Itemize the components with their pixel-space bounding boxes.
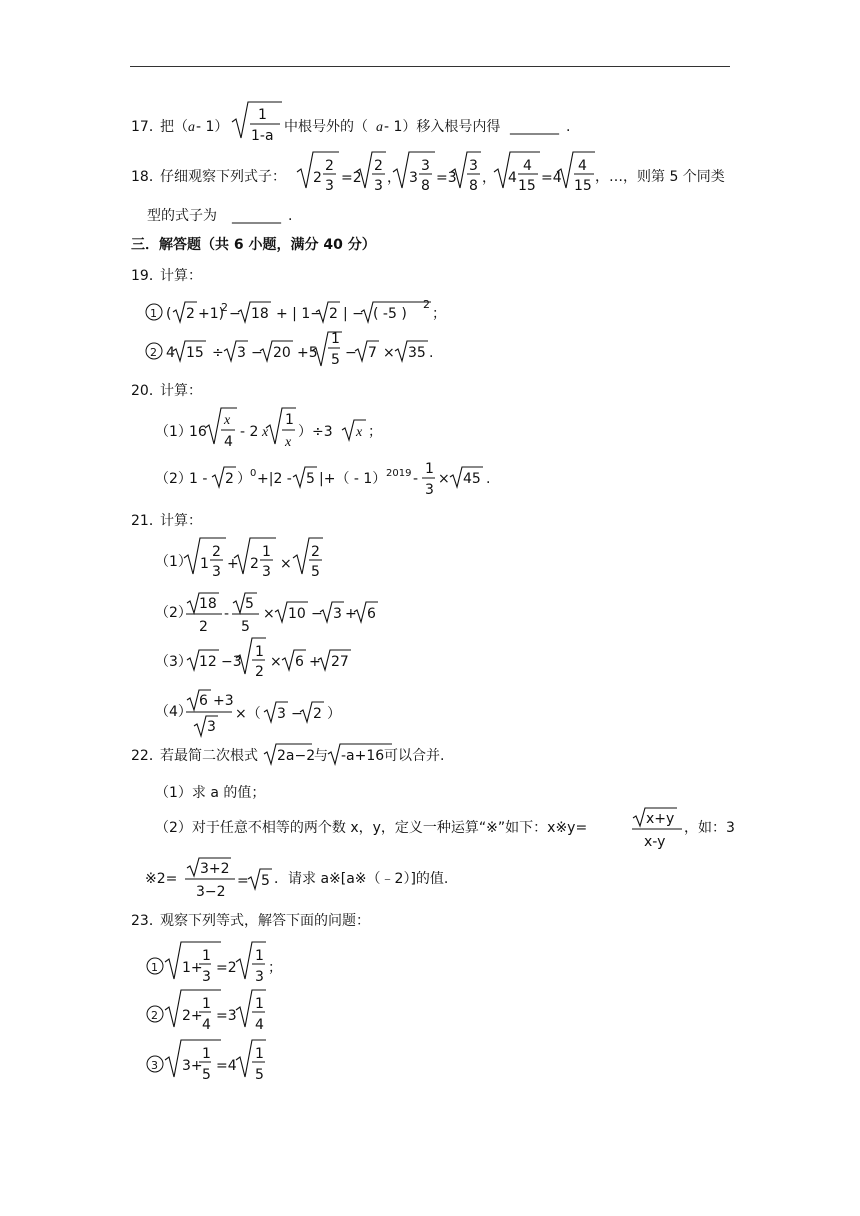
q19-2-frac-den: 5 bbox=[331, 352, 340, 368]
q20-1-minus: - 2 bbox=[240, 424, 259, 440]
q21-4-rad-3-arg: 3 bbox=[207, 719, 216, 735]
q19 bbox=[131, 267, 446, 368]
q18-d-4: 8 bbox=[469, 178, 478, 194]
q20-p1: （1） bbox=[155, 424, 192, 440]
q23-3-n2: 1 bbox=[255, 1046, 264, 1062]
q22-number: 22． bbox=[131, 748, 163, 764]
q18-end: . bbox=[288, 208, 293, 224]
q19-2-minus-2: − bbox=[345, 345, 357, 361]
q18-d-1: 3 bbox=[325, 178, 334, 194]
q17-num-1: 1 bbox=[258, 107, 267, 123]
q23-1-n1: 1 bbox=[202, 948, 211, 964]
q22-text-b: 与 bbox=[314, 748, 328, 764]
q20-p2: （2） bbox=[155, 471, 192, 487]
q17-text-c: 中根号外的（ bbox=[284, 119, 368, 135]
q21-label: 计算： bbox=[160, 513, 202, 529]
q18-line bbox=[131, 152, 725, 224]
q19-2-times: × bbox=[383, 345, 395, 361]
q18-eq-2: =3 bbox=[436, 170, 457, 186]
q21-2-rad-5-arg: 5 bbox=[245, 596, 254, 612]
q21-1-times: × bbox=[280, 556, 292, 572]
q20-2-exp2019: 2019 bbox=[386, 468, 412, 479]
q20-2-d3: 3 bbox=[425, 482, 434, 498]
q18-comma-1: ， bbox=[387, 170, 401, 186]
q21-2-rad-10-arg: 10 bbox=[288, 606, 306, 622]
q21-2-d5: 5 bbox=[241, 619, 250, 635]
q22-ex-rad5-arg: 5 bbox=[261, 873, 270, 889]
q21-3-rad-27-arg: 27 bbox=[331, 654, 349, 670]
q19-2-rad-15-arg: 15 bbox=[186, 345, 204, 361]
q23-3-eq: =4 bbox=[216, 1058, 237, 1074]
q20-number: 20． bbox=[131, 383, 163, 399]
q22-rad-1-arg: 2a−2 bbox=[277, 748, 316, 764]
q18-text-c: 型的式子为 bbox=[147, 208, 217, 224]
q19-1-sq: 2 bbox=[221, 301, 228, 314]
q18-blank[interactable]: _______ bbox=[232, 208, 281, 224]
q19-2-rad-20-arg: 20 bbox=[273, 345, 291, 361]
q22-p3a: ※2= bbox=[145, 871, 178, 887]
q17-den: 1-a bbox=[251, 128, 274, 144]
q21-2-rad-3-arg: 3 bbox=[333, 606, 342, 622]
q19-1-sq2: 2 bbox=[423, 298, 430, 311]
q19-2-plus-5: +5 bbox=[297, 345, 318, 361]
q20-2-rad-5-arg: 5 bbox=[306, 471, 315, 487]
q20 bbox=[131, 382, 490, 498]
q21-p3: （3） bbox=[155, 654, 192, 670]
q23-circle-2-label: 2 bbox=[151, 1009, 158, 1022]
q21-1-d1: 3 bbox=[212, 564, 221, 580]
q21-3-plus: + bbox=[309, 654, 321, 670]
q19-1-abs-close: | − bbox=[343, 306, 364, 322]
q19-1-minus: − bbox=[229, 306, 241, 322]
q23-2-n2: 1 bbox=[255, 996, 264, 1012]
q23-1-n2: 1 bbox=[255, 948, 264, 964]
q20-2-minus: - bbox=[413, 471, 419, 487]
q21-p2: （2） bbox=[155, 605, 192, 621]
q18-whole-5: 4 bbox=[508, 170, 517, 186]
section3-title: 三．解答题（共 6 小题，满分 40 分） bbox=[131, 237, 376, 253]
q18-d-5: 15 bbox=[518, 178, 536, 194]
q18-d-2: 3 bbox=[374, 178, 383, 194]
q19-2-frac-num: 1 bbox=[331, 331, 340, 347]
q18-eq-1: =2 bbox=[341, 170, 362, 186]
q20-1-semicolon: ； bbox=[368, 424, 382, 440]
q19-1-semicolon: ； bbox=[432, 306, 446, 322]
q20-2-end: . bbox=[486, 471, 491, 487]
q19-circle-1-label: 1 bbox=[150, 307, 157, 320]
q21-1-n3: 2 bbox=[311, 544, 320, 560]
q18-text-a: 仔细观察下列式子： bbox=[160, 169, 286, 185]
q21-3-d2: 2 bbox=[255, 664, 264, 680]
q23-1-d2: 3 bbox=[255, 969, 264, 985]
q20-2-times: × bbox=[438, 471, 450, 487]
q23-2-2plus: 2+ bbox=[182, 1008, 203, 1024]
q20-2-rad-2-arg: 2 bbox=[225, 471, 234, 487]
q19-2-div: ÷ bbox=[212, 345, 224, 361]
q20-label: 计算： bbox=[160, 383, 202, 399]
q23-circle-1-label: 1 bbox=[151, 961, 158, 974]
q22-p1: （1）求 a 的值； bbox=[155, 785, 266, 801]
q19-2-minus-1: − bbox=[251, 345, 263, 361]
q18-number: 18． bbox=[131, 169, 163, 185]
q18-comma-2: ， bbox=[482, 170, 496, 186]
q17-end: . bbox=[566, 119, 571, 135]
q19-2-rad-3-arg: 3 bbox=[237, 345, 246, 361]
q21-2-rad-6-arg: 6 bbox=[367, 606, 376, 622]
q19-1-abs: + | 1− bbox=[276, 306, 322, 322]
q20-1-rad-x bbox=[342, 420, 366, 440]
q22-text-a: 若最简二次根式 bbox=[160, 748, 258, 764]
q21-1-n1: 2 bbox=[212, 544, 221, 560]
q22-p3b: ．请求 a※[a※（﹣2）]的值. bbox=[274, 871, 449, 887]
q20-1-x: x bbox=[224, 413, 231, 428]
q19-2-rad-35-arg: 35 bbox=[408, 345, 426, 361]
q21-3-times: × bbox=[270, 654, 282, 670]
q20-2-n1: 1 bbox=[425, 461, 434, 477]
q23-2-d2: 4 bbox=[255, 1017, 264, 1033]
q19-1-rad-sq-arg: ( -5 ) bbox=[373, 306, 407, 322]
q18-n-5: 4 bbox=[523, 158, 532, 174]
q23 bbox=[131, 913, 370, 1083]
q21-2-rad-18-arg: 18 bbox=[199, 596, 217, 612]
q21-1-d2: 3 bbox=[262, 564, 271, 580]
q19-1-paren-open: ( bbox=[166, 306, 172, 322]
q18-n-2: 2 bbox=[374, 158, 383, 174]
q19-1-plus-1: +1) bbox=[198, 306, 225, 322]
q20-1-x2: x bbox=[262, 425, 269, 440]
q21-2-minus-2: − bbox=[311, 606, 323, 622]
q23-label: 观察下列等式，解答下面的问题： bbox=[160, 913, 370, 929]
q21-4-minus: − bbox=[291, 706, 303, 722]
q20-1-rad-x-arg: x bbox=[356, 425, 363, 440]
q21-1-w2: 2 bbox=[250, 556, 259, 572]
q23-2-d1: 4 bbox=[202, 1017, 211, 1033]
q22-p2a: （2）对于任意不相等的两个数 x，y，定义一种运算“※”如下：x※y= bbox=[155, 820, 588, 836]
q18-n-4: 3 bbox=[469, 158, 478, 174]
q23-2-eq: =3 bbox=[216, 1008, 237, 1024]
q19-number: 19． bbox=[131, 268, 163, 284]
q17-text-b: - 1） bbox=[196, 119, 229, 135]
q21-3-rad-12-arg: 12 bbox=[199, 654, 217, 670]
q22-ex-eq: = bbox=[237, 873, 249, 889]
q21-number: 21． bbox=[131, 513, 163, 529]
q20-1-den-x: x bbox=[285, 435, 292, 450]
q23-1-d1: 3 bbox=[202, 969, 211, 985]
q21-1-n2: 1 bbox=[262, 544, 271, 560]
q23-circle-3-label: 3 bbox=[151, 1059, 158, 1072]
q23-number: 23． bbox=[131, 913, 163, 929]
q21-4-rad-2-arg: 2 bbox=[313, 706, 322, 722]
q20-2-rp: ） bbox=[237, 471, 251, 487]
q20-2-abs: +|2 - bbox=[257, 471, 292, 487]
q21-4-times: ×（ bbox=[235, 706, 261, 722]
q18-eq-3: =4 bbox=[541, 170, 562, 186]
q17-text-d: - 1）移入根号内得 bbox=[384, 119, 501, 135]
q21-3-n1: 1 bbox=[255, 644, 264, 660]
q20-1-16: 16 bbox=[189, 424, 207, 440]
q17-text-a: 把（ bbox=[160, 119, 188, 135]
q17-number: 17． bbox=[131, 119, 163, 135]
q23-1-1plus: 1+ bbox=[182, 960, 203, 976]
q21-3-rad-6-arg: 6 bbox=[295, 654, 304, 670]
q23-3-n1: 1 bbox=[202, 1046, 211, 1062]
q23-3-d2: 5 bbox=[255, 1067, 264, 1083]
q18-d-3: 8 bbox=[421, 178, 430, 194]
q23-3-3plus: 3+ bbox=[182, 1058, 203, 1074]
q18-text-b: ，…，则第 5 个同类 bbox=[595, 169, 725, 185]
q18-n-3: 3 bbox=[421, 158, 430, 174]
q17-blank[interactable]: _______ bbox=[510, 119, 559, 135]
q20-2-exp0: 0 bbox=[250, 468, 257, 479]
q22-ex-num: 3+2 bbox=[200, 861, 230, 877]
q19-2-coef-4: 4 bbox=[166, 345, 175, 361]
q20-2-rad-45-arg: 45 bbox=[463, 471, 481, 487]
q19-2-end: . bbox=[429, 345, 434, 361]
q22-ex-den: 3−2 bbox=[196, 884, 226, 900]
q19-circle-2-label: 2 bbox=[150, 346, 157, 359]
q20-2-neg1: |+（ - 1） bbox=[319, 471, 387, 487]
q22 bbox=[131, 744, 735, 900]
q21-p1: （1） bbox=[155, 554, 192, 570]
q17-line bbox=[131, 102, 570, 144]
q18-n-6: 4 bbox=[578, 158, 587, 174]
q21-4-plus3: +3 bbox=[213, 693, 234, 709]
q21-3-minus: −3 bbox=[221, 654, 242, 670]
q21-2-plus: + bbox=[345, 606, 357, 622]
q18-d-6: 15 bbox=[574, 178, 592, 194]
q21-2-d2: 2 bbox=[199, 619, 208, 635]
q18-whole-1: 2 bbox=[313, 170, 322, 186]
q21-4-rad-6-arg: 6 bbox=[199, 693, 208, 709]
q22-p2b: ，如：3 bbox=[684, 820, 735, 836]
q18-n-1: 2 bbox=[325, 158, 334, 174]
q21-2-minus-1: - bbox=[224, 606, 230, 622]
q23-2-n1: 1 bbox=[202, 996, 211, 1012]
q23-3-d1: 5 bbox=[202, 1067, 211, 1083]
q22-def-den: x-y bbox=[644, 834, 666, 850]
q21-p4: （4） bbox=[155, 704, 192, 720]
q23-1-eq: =2 bbox=[216, 960, 237, 976]
q19-label: 计算： bbox=[160, 268, 202, 284]
q21-4-rp: ） bbox=[327, 706, 341, 722]
q19-2-rad-7-arg: 7 bbox=[368, 345, 377, 361]
q22-def-num: x+y bbox=[646, 811, 675, 827]
q21-1-w1: 1 bbox=[200, 556, 209, 572]
q19-1-rad-2b-arg: 2 bbox=[329, 306, 338, 322]
q21-1-d3: 5 bbox=[311, 564, 320, 580]
q19-1-rad-18-arg: 18 bbox=[251, 306, 269, 322]
q18-whole-3: 3 bbox=[409, 170, 418, 186]
q21-1-plus: + bbox=[227, 556, 239, 572]
q21 bbox=[131, 512, 378, 736]
q20-1-4: 4 bbox=[224, 434, 233, 450]
q21-4-rad-3b-arg: 3 bbox=[277, 706, 286, 722]
q20-1-num-1: 1 bbox=[285, 412, 294, 428]
q20-2-1m: 1 - bbox=[189, 471, 208, 487]
q22-text-c: 可以合并. bbox=[384, 748, 445, 764]
q22-rad-2-arg: -a+16 bbox=[341, 748, 385, 764]
q23-1-semicolon: ； bbox=[268, 960, 282, 976]
q19-1-rad-2-arg: 2 bbox=[186, 306, 195, 322]
q17-var-a: a bbox=[188, 120, 195, 135]
q17-var-a2: a bbox=[376, 120, 383, 135]
q21-2-times: × bbox=[263, 606, 275, 622]
q20-1-rp: ）÷3 bbox=[298, 424, 333, 440]
